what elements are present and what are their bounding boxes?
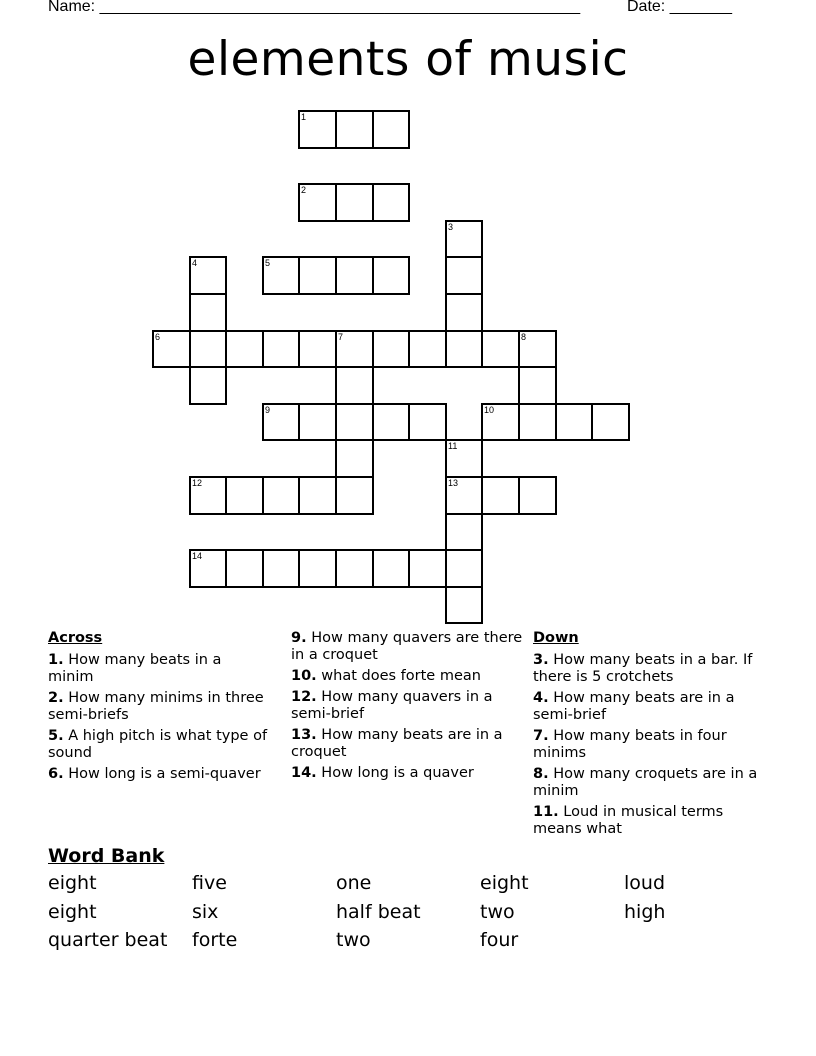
crossword-cell[interactable] [445, 476, 483, 515]
word-bank-title: Word Bank [48, 845, 165, 867]
clue-number: 11. [533, 804, 559, 820]
clue-number: 4 [192, 258, 198, 268]
crossword-cell[interactable] [445, 293, 483, 332]
clue-number: 1 [301, 112, 307, 122]
clue-number: 1. [48, 652, 64, 668]
clue-number: 2 [301, 185, 307, 195]
clue-text: How long is a quaver [316, 765, 474, 781]
crossword-cell[interactable] [298, 476, 337, 515]
clue-number: 13 [448, 478, 459, 488]
word-bank-word: two [480, 901, 515, 923]
word-bank-word: six [192, 901, 219, 923]
clue-text: what does forte mean [316, 668, 481, 684]
clue-number: 4. [533, 690, 549, 706]
crossword-cell[interactable] [225, 330, 264, 368]
clue-number: 9. [291, 630, 307, 646]
crossword-cell[interactable] [225, 549, 264, 588]
clue-text: How many croquets are in a minim [533, 766, 758, 799]
crossword-cell[interactable] [335, 439, 374, 478]
clue-number: 3 [448, 222, 454, 232]
clue-number: 14. [291, 765, 317, 781]
crossword-cell[interactable] [408, 403, 447, 441]
clue [291, 765, 523, 782]
crossword-cell[interactable] [445, 220, 483, 258]
clue-text: How many beats are in a semi-brief [533, 690, 735, 723]
clue-number: 12. [291, 689, 317, 705]
down-clues-column [533, 630, 758, 842]
crossword-cell[interactable] [298, 330, 337, 368]
crossword-cell[interactable] [189, 549, 227, 588]
crossword-cell[interactable] [555, 403, 593, 441]
clue-text: How many minims in three semi-briefs [48, 690, 264, 723]
crossword-cell[interactable] [445, 586, 483, 624]
crossword-cell[interactable] [298, 403, 337, 441]
word-bank-word: two [336, 929, 371, 951]
crossword-cell[interactable] [591, 403, 630, 441]
clue-text: How many beats are in a croquet [291, 727, 503, 760]
crossword-cell[interactable] [335, 330, 374, 368]
crossword-cell[interactable] [298, 256, 337, 295]
crossword-cell[interactable] [372, 549, 410, 588]
clue-text: How many quavers in a semi-brief [291, 689, 493, 722]
clue-number: 7 [338, 332, 344, 342]
clue [48, 728, 268, 762]
crossword-cell[interactable] [262, 476, 300, 515]
clue [291, 727, 523, 761]
clue-number: 13. [291, 727, 317, 743]
word-bank-word: eight [48, 901, 97, 923]
name-field: Name: ______________________________________________________ [48, 0, 581, 15]
clue [48, 766, 268, 783]
crossword-cell[interactable] [518, 330, 557, 368]
date-field: Date: _______ [627, 0, 732, 15]
crossword-cell[interactable] [335, 476, 374, 515]
crossword-cell[interactable] [225, 476, 264, 515]
word-bank-word: one [336, 872, 372, 894]
across-heading: Across [48, 630, 103, 646]
clue [291, 668, 523, 685]
crossword-cell[interactable] [152, 330, 191, 368]
clue [48, 652, 268, 686]
crossword-cell[interactable] [298, 183, 337, 222]
clue-number: 11 [448, 441, 458, 451]
crossword-cell[interactable] [298, 549, 337, 588]
clue-number: 8. [533, 766, 549, 782]
clue [291, 689, 523, 723]
crossword-cell[interactable] [189, 330, 227, 368]
crossword-cell[interactable] [408, 549, 447, 588]
clue-number: 6 [155, 332, 161, 342]
clue [533, 652, 758, 686]
crossword-cell[interactable] [445, 513, 483, 551]
clue-text: How many beats in four minims [533, 728, 727, 761]
clue-number: 10. [291, 668, 317, 684]
clue-number: 8 [521, 332, 527, 342]
crossword-cell[interactable] [445, 439, 483, 478]
clue-number: 5. [48, 728, 64, 744]
crossword-cell[interactable] [262, 549, 300, 588]
word-bank-word: half beat [336, 901, 421, 923]
clue-number: 5 [265, 258, 271, 268]
crossword-cell[interactable] [189, 366, 227, 405]
across-clues-column [48, 630, 268, 787]
crossword-cell[interactable] [335, 403, 374, 441]
word-bank-word: four [480, 929, 519, 951]
crossword-cell[interactable] [518, 366, 557, 405]
crossword-cell[interactable] [372, 110, 410, 149]
crossword-cell[interactable] [518, 403, 557, 441]
clue-number: 14 [192, 551, 203, 561]
word-bank-word: forte [192, 929, 238, 951]
clue-text: How many beats in a minim [48, 652, 222, 685]
word-bank-word: five [192, 872, 227, 894]
clue-number: 6. [48, 766, 64, 782]
crossword-cell[interactable] [189, 256, 227, 295]
clue-number: 9 [265, 405, 271, 415]
crossword-cell[interactable] [189, 476, 227, 515]
crossword-cell[interactable] [298, 110, 337, 149]
clue-number: 12 [192, 478, 203, 488]
clue-text: How many beats in a bar. If there is 5 crotchets [533, 652, 753, 685]
crossword-cell[interactable] [262, 403, 300, 441]
crossword-cell[interactable] [372, 183, 410, 222]
clue-text: How many quavers are there in a croquet [291, 630, 523, 663]
clue-number: 7. [533, 728, 549, 744]
word-bank-word: high [624, 901, 666, 923]
crossword-cell[interactable] [335, 549, 374, 588]
page-title: elements of music [187, 32, 629, 87]
crossword-cell[interactable] [518, 476, 557, 515]
crossword-cell[interactable] [372, 256, 410, 295]
crossword-cell[interactable] [335, 183, 374, 222]
clue [533, 766, 758, 800]
clue-text: Loud in musical terms means what [533, 804, 724, 837]
clue [533, 690, 758, 724]
crossword-cell[interactable] [189, 293, 227, 332]
clue [533, 728, 758, 762]
crossword-cell[interactable] [335, 110, 374, 149]
crossword-cell[interactable] [481, 403, 520, 441]
crossword-cell[interactable] [445, 330, 483, 368]
crossword-cell[interactable] [481, 476, 520, 515]
word-bank-word: eight [480, 872, 529, 894]
clue-number: 3. [533, 652, 549, 668]
across-clues-continued-column [291, 630, 523, 786]
word-bank-word: loud [624, 872, 666, 894]
crossword-cell[interactable] [372, 403, 410, 441]
clue-number: 2. [48, 690, 64, 706]
crossword-cell[interactable] [262, 256, 300, 295]
crossword-cell[interactable] [372, 330, 410, 368]
word-bank-word: quarter beat [48, 929, 168, 951]
crossword-cell[interactable] [335, 256, 374, 295]
crossword-cell[interactable] [262, 330, 300, 368]
clue-text: How long is a semi-quaver [63, 766, 261, 782]
word-bank-word: eight [48, 872, 97, 894]
crossword-cell[interactable] [445, 549, 483, 588]
crossword-cell[interactable] [335, 366, 374, 405]
clue [533, 804, 758, 838]
crossword-cell[interactable] [408, 330, 447, 368]
clue-text: A high pitch is what type of sound [48, 728, 268, 761]
crossword-cell[interactable] [445, 256, 483, 295]
clue-number: 10 [484, 405, 495, 415]
clue [48, 690, 268, 724]
crossword-cell[interactable] [481, 330, 520, 368]
down-heading: Down [533, 630, 579, 646]
clue [291, 630, 523, 664]
